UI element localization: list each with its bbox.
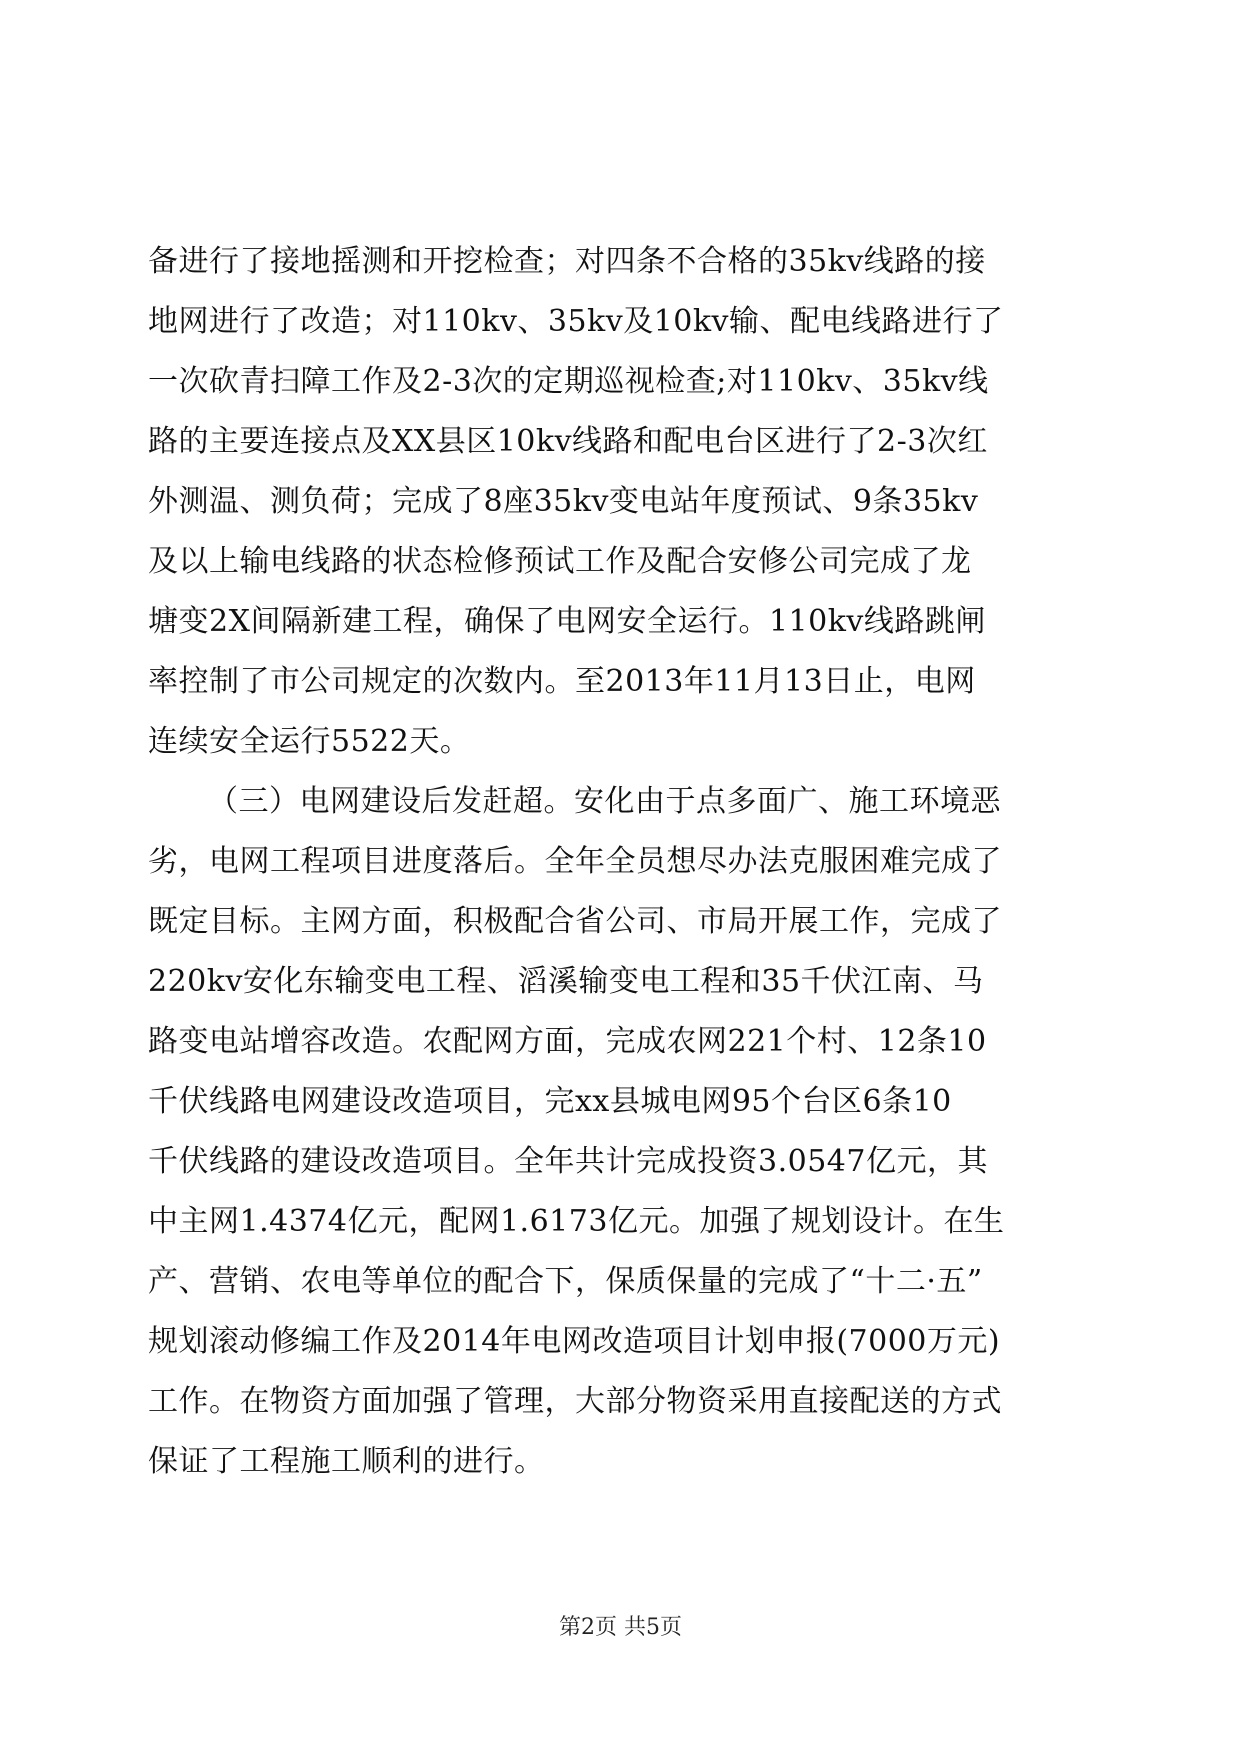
page-footer: 第2页 共5页: [559, 1615, 682, 1640]
text-line: 外测温、测负荷；完成了8座35kv变电站年度预试、9条35kv: [148, 484, 979, 519]
paragraph-start-line: （三）电网建设后发赶超。安化由于点多面广、施工环境恶: [208, 784, 1001, 819]
text-line: 塘变2X间隔新建工程，确保了电网安全运行。110kv线路跳闸: [148, 604, 986, 639]
text-line: 中主网1.4374亿元，配网1.6173亿元。加强了规划设计。在生: [148, 1204, 1005, 1239]
text-line: 路的主要连接点及XX县区10kv线路和配电台区进行了2-3次红: [148, 424, 988, 459]
text-line: 路变电站增容改造。农配网方面，完成农网221个村、12条10: [148, 1024, 987, 1059]
text-line: 既定目标。主网方面，积极配合省公司、市局开展工作，完成了: [148, 904, 1002, 939]
text-line: 千伏线路电网建设改造项目，完xx县城电网95个台区6条10: [148, 1084, 952, 1119]
text-line: 一次砍青扫障工作及2-3次的定期巡视检查;对110kv、35kv线: [148, 364, 989, 399]
text-line: 千伏线路的建设改造项目。全年共计完成投资3.0547亿元，其: [148, 1144, 988, 1179]
text-line: 220kv安化东输变电工程、滔溪输变电工程和35千伏江南、马: [148, 964, 984, 999]
text-line: 劣，电网工程项目进度落后。全年全员想尽办法克服困难完成了: [148, 844, 1002, 879]
text-line: 工作。在物资方面加强了管理，大部分物资采用直接配送的方式: [148, 1384, 1002, 1419]
text-line: 规划滚动修编工作及2014年电网改造项目计划申报(7000万元): [148, 1324, 1001, 1359]
text-line: 产、营销、农电等单位的配合下，保质保量的完成了“十二·五”: [148, 1264, 983, 1299]
text-line: 及以上输电线路的状态检修预试工作及配合安修公司完成了龙: [148, 544, 972, 579]
text-line: 地网进行了改造；对110kv、35kv及10kv输、配电线路进行了: [148, 304, 1004, 339]
text-line: 备进行了接地摇测和开挖检查；对四条不合格的35kv线路的接: [148, 244, 986, 279]
document-body: [148, 232, 1078, 1492]
text-line: 连续安全运行5522天。: [148, 724, 471, 759]
text-line: 率控制了市公司规定的次数内。至2013年11月13日止，电网: [148, 664, 976, 699]
text-line: 保证了工程施工顺利的进行。: [148, 1444, 545, 1479]
